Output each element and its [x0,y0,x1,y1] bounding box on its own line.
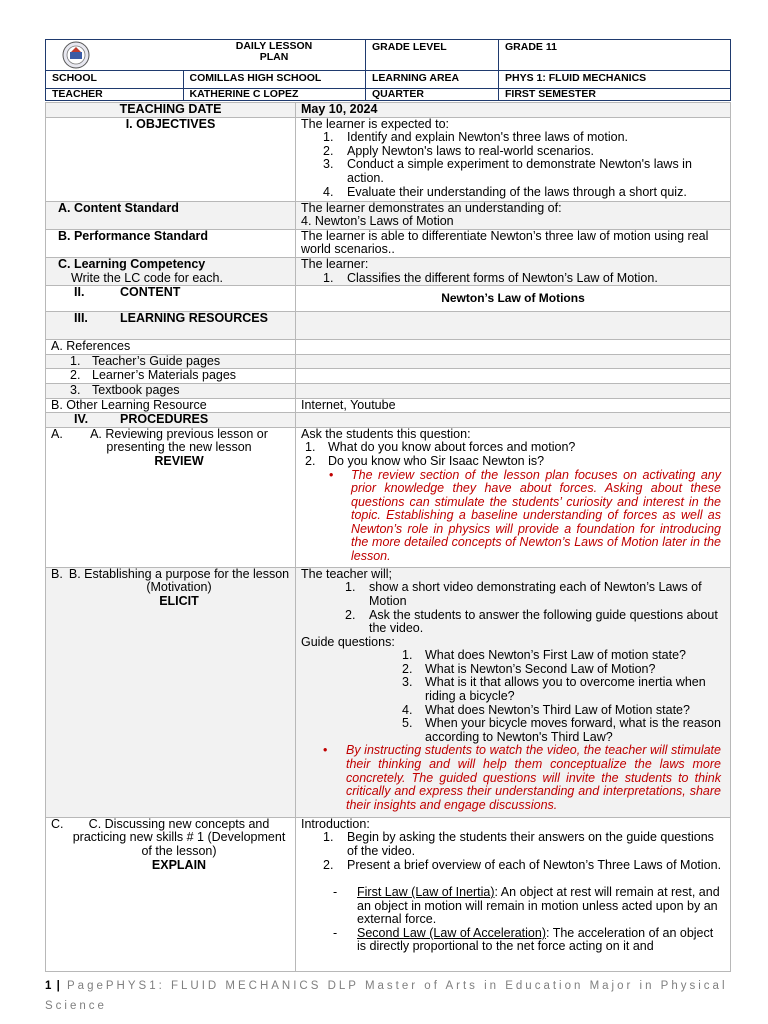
list-item: 4. What does Newton’s Third Law of Motion state? [402,702,690,717]
list-item: 2. Do you know who Sir Isaac Newton is? [305,453,545,468]
content-label-num: II. [74,285,85,300]
reference-item: 1. Teacher’s Guide pages [46,354,296,369]
guide-questions-label: Guide questions: [301,634,395,649]
learning-area-value: PHYS 1: FLUID MECHANICS [499,71,731,89]
other-resource-value: Internet, Youtube [296,398,731,413]
teaching-date-label: TEACHING DATE [46,103,296,118]
other-resource-label: B. Other Learning Resource [46,398,296,413]
list-item: 2. Present a brief overview of each of Newton’s Three Laws of Motion. [323,857,722,872]
header-table [45,39,731,101]
content-standard-line2: 4. Newton’s Laws of Motion [301,214,454,229]
explain-label-cell: C. C. Discussing new concepts and practicing new skills # 1 (Development of the lesson) EXPLAIN [46,817,296,971]
references-label: A. References [46,340,296,355]
teacher-label: TEACHER [46,89,184,101]
procedures-num: IV. [74,412,89,427]
explain-intro: Introduction: [301,816,370,831]
header-title: DAILY LESSON PLAN [183,40,366,71]
teacher-value: KATHERINE C LOPEZ [183,89,366,101]
list-item: 3. What is it that allows you to overcome inertia when riding a bicycle? [402,675,706,704]
explain-tag: EXPLAIN [151,857,207,872]
list-item: 2. What is Newton’s Second Law of Motion? [402,661,656,676]
elicit-label: B. Establishing a purpose for the lesson (Motivation) [68,566,290,595]
deped-seal-icon [58,40,94,70]
learning-competency-content [296,257,731,285]
learning-competency-intro: The learner: [301,256,369,271]
footer-text: PagePHYS1: FLUID MECHANICS DLP Master of Arts in Education Major in Physical Science [45,980,728,1012]
learning-area-label: LEARNING AREA [366,71,499,89]
list-item: 1. Begin by asking the students their answers on the guide questions of the video. [323,830,714,858]
content-standard-label: A. Content Standard [46,201,296,229]
elicit-label-cell: B. B. Establishing a purpose for the lesson (Motivation) ELICIT [46,567,296,817]
list-item: 1. Identify and explain Newton's three laws of motion. [323,130,629,145]
elicit-tag: ELICIT [159,593,199,608]
objectives-label: I. OBJECTIVES [46,117,296,201]
list-item: 2. Ask the students to answer the following guide questions about the video. [345,607,718,636]
list-item: 1. show a short video demonstrating each of Newton’s Laws of Motion [345,580,702,608]
procedures-label: PROCEDURES [120,412,209,427]
elicit-cell [296,567,731,817]
learning-resources-value [296,312,731,340]
reference-item: 2. Learner’s Materials pages [46,369,296,384]
teaching-date-value: May 10, 2024 [296,103,731,118]
elicit-note: • By instructing students to watch the video, the teacher will stimulate their thinking and will help them conceptualize the laws more concretely. The guided questions will invite the students to think critically and express their understanding and interpretations, share their insights and engage discussions. [323,743,721,812]
list-item: 3. Conduct a simple experiment to demonstrate Newton's laws in action. [323,157,692,185]
list-item: 4. Evaluate their understanding of the laws through a short quiz. [323,184,687,199]
school-value: COMILLAS HIGH SCHOOL [183,71,366,89]
footer-page-number: 1 | [45,980,61,992]
learning-resources-label: LEARNING RESOURCES [120,311,268,326]
learning-competency-label: C. Learning Competency [58,256,206,271]
law1-item: - First Law (Law of Inertia): An object at rest will remain at rest, and an object in motion will remain in motion unless acted upon by an external force. [333,885,720,927]
performance-standard-label: B. Performance Standard [46,229,296,257]
page-footer [45,976,735,1016]
references-value [296,340,731,355]
content-label: CONTENT [120,285,181,300]
reference-item-value [296,369,731,384]
list-item: 1. What do you know about forces and motion? [305,440,576,455]
content-standard-line1: The learner demonstrates an understanding of: [301,200,562,215]
learning-competency-cell [46,257,296,285]
grade-level-value: GRADE 11 [499,40,731,71]
list-item: 1. Classifies the different forms of Newton’s Law of Motion. [323,270,658,285]
review-label-cell: A. A. Reviewing previous lesson or presenting the new lesson REVIEW [46,427,296,567]
list-item: 1. What does Newton’s First Law of motion state? [402,648,686,663]
learning-resources-num: III. [74,311,88,326]
grade-level-label: GRADE LEVEL [366,40,499,71]
reference-item-value [296,354,731,369]
procedures-cell [46,413,296,428]
performance-standard-text: The learner is able to differentiate Newton’s three law of motion using real world scenarios.. [296,229,731,257]
review-label: A. Reviewing previous lesson or presenting the new lesson [90,426,268,455]
objectives-cell [296,117,731,201]
quarter-label: QUARTER [366,89,499,101]
list-item: 5. When your bicycle moves forward, what is the reason according to Newton's Third Law? [402,716,721,744]
explain-cell [296,817,731,971]
content-label-cell [46,286,296,312]
list-item: 2. Apply Newton's laws to real-world scenarios. [323,143,594,158]
lesson-table [45,102,731,972]
learning-competency-sublabel: Write the LC code for each. [71,270,223,285]
explain-label: C. Discussing new concepts and practicing new skills # 1 (Development of the lesson) [72,816,286,858]
reference-item-value [296,383,731,398]
review-tag: REVIEW [154,453,204,468]
procedures-value [296,413,731,428]
learning-resources-cell [46,312,296,340]
review-intro: Ask the students this question: [301,426,471,441]
law2-item: - Second Law (Law of Acceleration): The acceleration of an object is directly proportional to the net force acting on it and [333,925,714,954]
school-label: SCHOOL [46,71,184,89]
content-value: Newton’s Law of Motions [296,286,731,312]
review-cell [296,427,731,567]
review-note: • The review section of the lesson plan focuses on activating any prior knowledge they have about forces. Asking about these questions can stimulate the students’ curiosity and interest in the topic. Establishing a baseline understanding of forces as well as Newton’s role in physics will provide a foundation for introducing the more detailed concepts of Newton’s Laws of Motion later in the lesson. [329,467,721,564]
objectives-intro: The learner is expected to: [301,116,449,131]
reference-item: 3. Textbook pages [46,383,296,398]
content-standard-cell [296,201,731,229]
elicit-intro: The teacher will; [301,566,393,581]
quarter-value: FIRST SEMESTER [499,89,731,101]
